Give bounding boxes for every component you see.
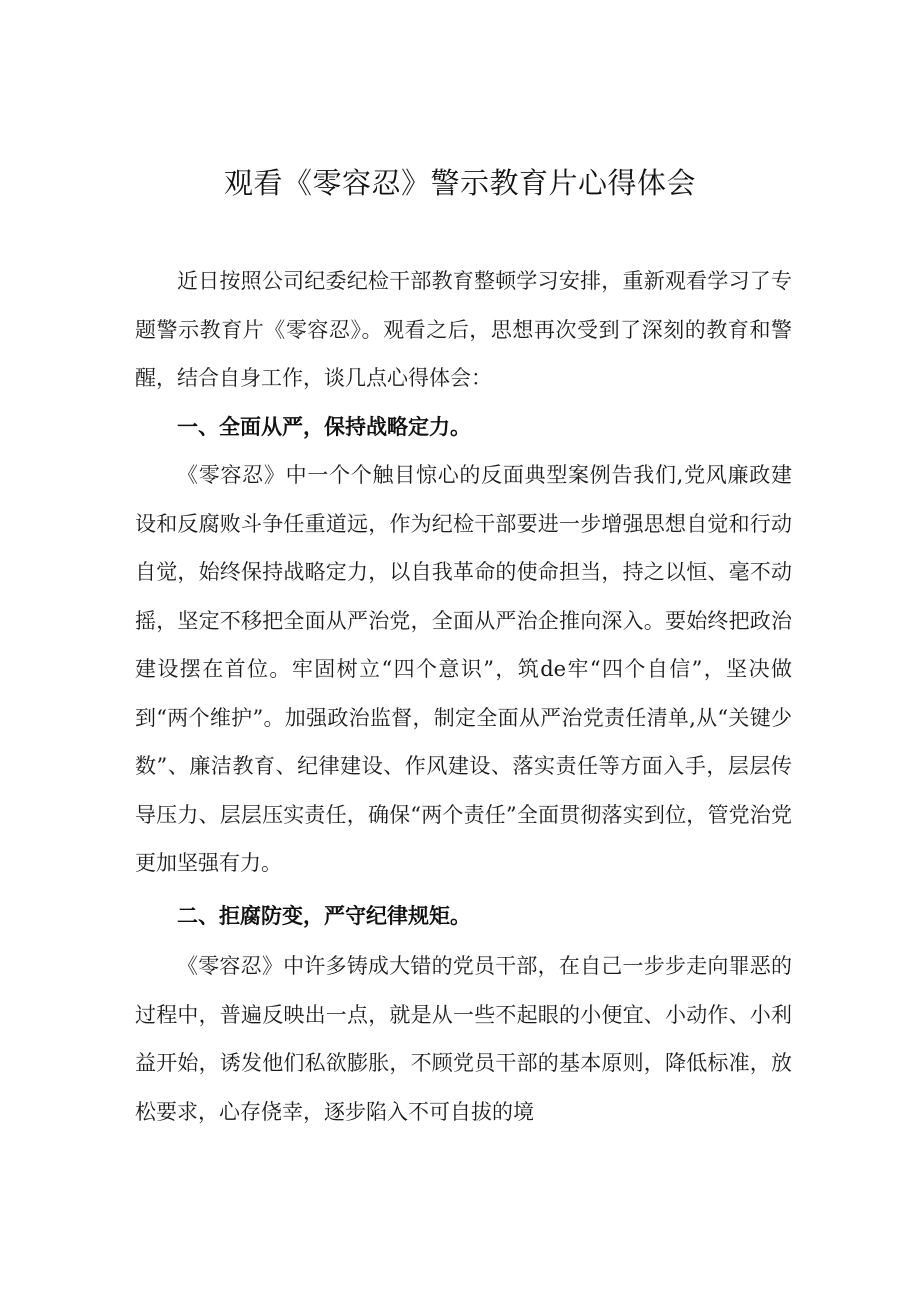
- section-1-heading: 一、全面从严，保持战略定力。: [177, 414, 471, 439]
- page-title: 观看《零容忍》警示教育片心得体会: [223, 166, 696, 200]
- intro-paragraph: 近日按照公司纪委纪检干部教育整顿学习安排，重新观看学习了专题警示教育片《零容忍》。观看之后，思想再次受到了深刻的教育和警醒，结合自身工作，谈几点心得体会：: [135, 269, 792, 390]
- section-1-paragraph: 《零容忍》中一个个触目惊心的反面典型案例告我们,党风廉政建设和反腐败斗争任重道远，作为纪检干部要进一步增强思想自觉和行动自觉，始终保持战略定力，以自我革命的使命担当，持之以恒、毫不动摇，坚定不移把全面从严治党，全面从严治企推向深入。要始终把政治建设摆在首位。牢固树立“四个意识”，筑de牢“四个自信”，坚决做到“两个维护”。加强政治监督，制定全面从严治党责任清单,从“关键少数”、廉洁教育、纪律建设、作风建设、落实责任等方面入手，层层传导压力、层层压实责任，确保“两个责任”全面贯彻落实到位，管党治党更加坚强有力。: [135, 463, 792, 875]
- section-2-heading: 二、拒腐防变，严守纪律规矩。: [177, 903, 471, 928]
- document-body: [135, 257, 792, 1136]
- section-2-paragraph: 《零容忍》中许多铸成大错的党员干部，在自己一步步走向罪恶的过程中，普遍反映出一点，就是从一些不起眼的小便宜、小动作、小利益开始，诱发他们私欲膨胀，不顾党员干部的基本原则，降低标准，放松要求，心存侥幸，逐步陷入不可自拔的境: [135, 954, 792, 1124]
